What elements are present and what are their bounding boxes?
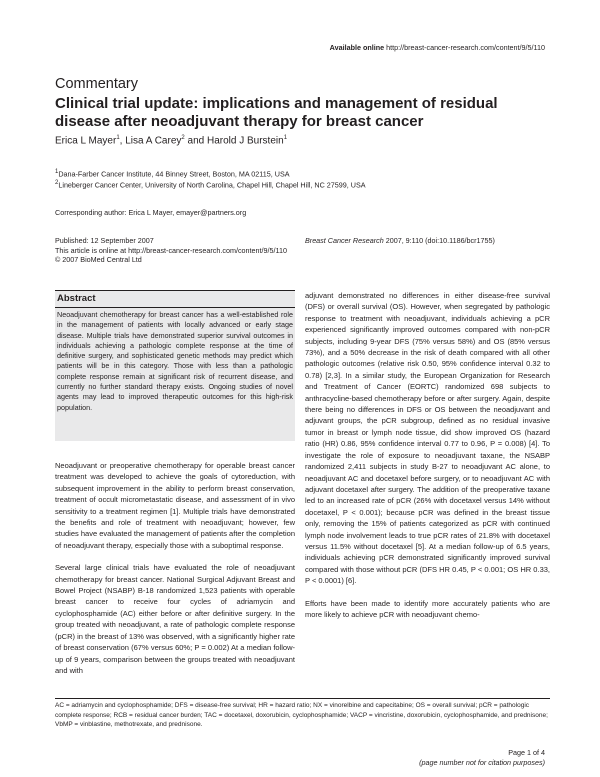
copyright-line: © 2007 BioMed Central Ltd	[55, 255, 142, 265]
abstract-heading: Abstract	[57, 293, 96, 304]
citation-details: 2007, 9:110 (doi:10.1186/bcr1755)	[383, 236, 495, 245]
author-affiliation-mark: 2	[181, 135, 185, 141]
header-label: Available online	[329, 43, 385, 52]
publication-info	[55, 236, 295, 265]
author-name: Harold J Burstein	[206, 135, 284, 147]
online-location: This article is online at http://breast-cancer-research.com/content/9/5/110	[55, 245, 287, 255]
affiliation-text: Lineberger Cancer Center, University of North Carolina, Chapel Hill, Chapel Hill, NC 27599, USA	[58, 180, 366, 190]
page-number-note: (page number not for citation purposes)	[419, 757, 545, 767]
body-column-right	[305, 290, 550, 631]
corresponding-author: Corresponding author: Erica L Mayer, emayer@partners.org	[55, 208, 247, 217]
author-list: Erica L Mayer$^1$, Lisa A Carey$^2$ and Harold J Burstein$^1$	[55, 135, 288, 147]
page-footer	[400, 748, 545, 767]
citation-line	[305, 236, 550, 246]
page-number: Page 1 of 4	[508, 748, 545, 757]
header-url[interactable]: http://breast-cancer-research.com/content/9/5/110	[386, 43, 545, 52]
author-affiliation-mark: 1	[116, 135, 120, 141]
author-name: Erica L Mayer	[55, 135, 117, 147]
abstract-divider	[55, 307, 295, 308]
affiliation-list	[55, 168, 555, 190]
body-paragraph: Several large clinical trials have evaluated the role of neoadjuvant chemotherapy for breast cancer. National Surgical Adjuvant Breast and Bowel Project (NSABP) B-18 randomized 1,523 patients with operable breast cancer to receive four cycles of adriamycin and cyclophosphamide (AC) either before or after definitive surgery. In the group treated with neoadjuvant, a rate of pathologic complete response (pCR) in the breast of 13% was observed, with a significantly higher rate of breast conservation (67% versus 60%; P = 0.002) At a median follow-up of 9 years, comparison between the groups treated with neoadjuvant and with	[55, 563, 295, 675]
affiliation-mark: 1	[55, 169, 59, 175]
affiliation-text: Dana-Farber Cancer Institute, 44 Binney Street, Boston, MA 02115, USA	[58, 169, 290, 179]
body-column-left	[55, 460, 295, 687]
section-label: Commentary	[55, 76, 138, 92]
affiliation-mark: 2	[55, 179, 59, 186]
affiliation-item	[55, 168, 555, 179]
body-paragraph: Efforts have been made to identify more accurately patients who are more likely to achieve pCR with neoadjuvant chemo-	[305, 598, 550, 619]
abstract-text: Neoadjuvant chemotherapy for breast cancer has a well-established role in the management of patients with locally advanced or early stage disease. Multiple trials have demonstrated superior survival outcomes in individuals achieving a pathologic complete response at the time of definitive surgery, and sophisticated genetic methods may predict which patients will be in this category. Those with less than a pathologic complete response remain at significant risk of recurrent disease, and currently no further standard therapy exists. Ongoing studies of novel agents may lead to improved therapeutic outcomes for this high-risk population.	[57, 310, 293, 412]
header-availability	[315, 43, 545, 52]
affiliation-item	[55, 179, 555, 190]
author-affiliation-mark: 1	[283, 135, 288, 141]
body-paragraph: Neoadjuvant or preoperative chemotherapy for operable breast cancer treatment was developed to achieve the goals of cytoreduction, with subsequent improvement in the ability to perform breast conservation, treatment of occult micrometastatic disease, and assessment of in vivo sensitivity to a treatment regimen [1]. Multiple trials have demonstrated the benefits and role of treatment with neoadjuvant; however, few studies have evaluated the management of patients after the completion of neoadjuvant therapy, especially those with a suboptimal response.	[55, 461, 295, 550]
journal-name: Breast Cancer Research	[305, 236, 384, 245]
footnote-divider	[55, 698, 550, 699]
abbreviations-footnote: AC = adriamycin and cyclophosphamide; DFS = disease-free survival; HR = hazard ratio; NX = vinorelbine and capecitabine; OS = overall survival; pCR = pathologic complete response; RCB = residual cancer burden; TAC = docetaxel, doxorubicin, cyclophosphamide; VACP = vincristine, doxorubicin, cyclophosphamide, and prednisone; VbMP = vinblastine, methotrexate, and prednisone.	[55, 702, 548, 729]
body-paragraph: adjuvant demonstrated no differences in either disease-free survival (DFS) or overall survival (OS). However, when segregated by pathologic response to treatment with neoadjuvant, individuals achieving a pCR experienced significantly improved outcomes compared with non-pCR subjects, including 9-year DFS (75% versus 58%) and OS (85% versus 73%), and a 50% decrease in the risk of death compared with all other pathologic outcomes (relative risk 0.50, 95% confidence interval 0.32 to 0.78) [2,3]. In a similar study, the European Organization for Research and Treatment of Cancer (EORTC) randomized 698 subjects to anthracycline-based chemotherapy before or after surgery. Again, despite there being no differences in DFS or OS between the neoadjuvant and adjuvant groups, the pCR subgroup, defined as no residual invasive tumor in breast or lymph node tissue, did show improved OS (hazard ratio (HR) 0.86, 95% confidence interval 0.77 to 0.96, P = 0.008) [4]. To investigate the role of exposure to neoadjuvant taxane, the NSABP randomized 2,411 subjects in study B-27 to neoadjuvant AC alone, to neoadjuvant AC and docetaxel before surgery, or to neoadjuvant AC with adjuvant docetaxel after surgery. The addition of the preoperative taxane led to an increased rate of pCR (26% with docetaxel versus 14% without docetaxel, P < 0.001); because pCR was defined in the breast tissue only, removing the 15% of patients categorized as pCR with continued lymph node involvement leads to true pCR rates of 21.8% with docetaxel versus 11.5% without docetaxel [5]. At a median follow-up of 6.5 years, individuals achieving pCR demonstrated significantly improved survival compared with those without pCR (DFS HR 0.45, P < 0.001; OS HR 0.33, P < 0.0001) [6].	[305, 291, 550, 586]
author-name: Lisa A Carey	[125, 135, 182, 147]
article-title: Clinical trial update: implications and management of residual disease after neoadjuvant therapy for breast cancer	[55, 95, 498, 130]
published-date: Published: 12 September 2007	[55, 236, 154, 245]
